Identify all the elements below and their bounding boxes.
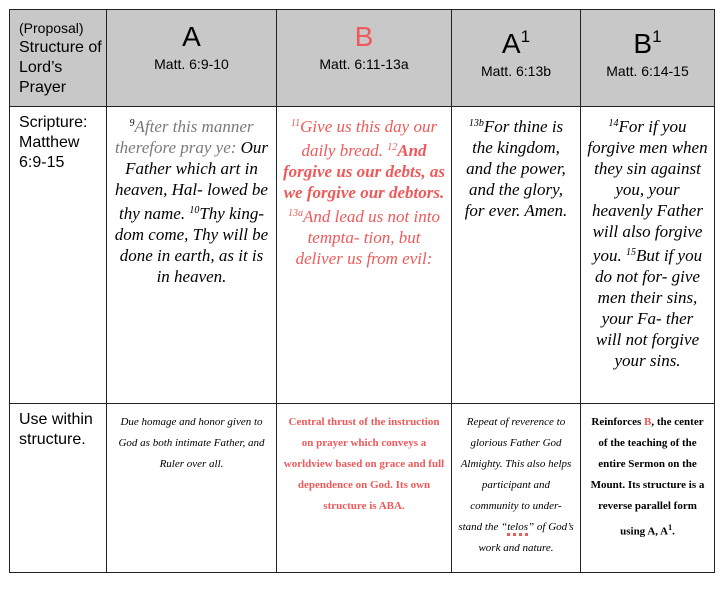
scripture-b-cell [277, 107, 452, 404]
col-a-ref: Matt. 6:9-10 [154, 56, 229, 72]
col-a1-ref: Matt. 6:13b [480, 63, 552, 79]
scripture-label-cell [10, 107, 107, 404]
scripture-b-text: $^{11}$Give us this day our daily bread. $^{12}$And forgive us our debts, as we forgive our debtors. $^{13a}$And lead us not into tempta- tion, but deliver us from evil: [283, 117, 445, 268]
col-a-letter: A [182, 21, 201, 52]
scripture-a1-text: $^{13b}$For thine is the kingdom, and the power, and the glory, for ever. Amen. [464, 117, 568, 220]
col-b1-ref: Matt. 6:14-15 [606, 63, 689, 79]
use-label-cell [10, 404, 107, 573]
use-row [10, 404, 715, 573]
header-col-a [107, 10, 277, 107]
scripture-a1-cell [452, 107, 581, 404]
proposal-label: (Proposal) [19, 20, 84, 36]
scripture-label: Scripture: Matthew 6:9-15 [19, 114, 88, 171]
scripture-row [10, 107, 715, 404]
scripture-b1-cell [581, 107, 715, 404]
prayer-structure-table [9, 9, 715, 573]
use-label: Use within structure. [19, 411, 93, 448]
header-row [10, 10, 715, 107]
header-col-a1 [452, 10, 581, 107]
header-label-cell [10, 10, 107, 107]
use-a1-cell [452, 404, 581, 573]
use-a-cell [107, 404, 277, 573]
use-b-cell [277, 404, 452, 573]
scripture-b1-text: $^{14}$For if you forgive men when they sin against you, your heavenly Father will also forgive you. $^{15}$But if you do not for- give men their sins, your Fa- ther will not forgive your sins. [587, 117, 708, 370]
scripture-a-text: $^9$After this manner therefore pray ye: Our Father which art in heaven, Hal- lowed be thy name. $^{10}$Thy king- dom come, Thy will be done in earth, as it is in heaven. [114, 117, 269, 286]
header-col-b [277, 10, 452, 107]
use-b1-cell [581, 404, 715, 573]
col-b1-letter: $B^1$ [633, 27, 662, 59]
use-a-text: Due homage and honor given to God as both intimate Father, and Ruler over all. [118, 416, 265, 470]
col-a1-letter: $A^1$ [501, 27, 531, 59]
scripture-a-cell [107, 107, 277, 404]
telos-word: telos [507, 521, 528, 536]
col-b-ref: Matt. 6:11-13a [319, 56, 409, 72]
use-b1-text: Reinforces B, the center of the teaching of the entire Sermon on the Mount. Its structure is a reverse parallel form using A, $A^1$. [590, 416, 705, 538]
use-b-text: Central thrust of the instruction on prayer which conveys a worldview based on grace and full dependence on God. Its own structure is ABA. [283, 416, 445, 512]
use-a1-text: Repeat of reverence to glorious Father God Almighty. This also helps participant and community to under- stand the “telos” of God’s work and nature. [458, 416, 574, 554]
structure-title: Structure of Lord’s Prayer [19, 39, 102, 96]
header-col-b1 [581, 10, 715, 107]
col-b-letter: B [354, 21, 374, 52]
